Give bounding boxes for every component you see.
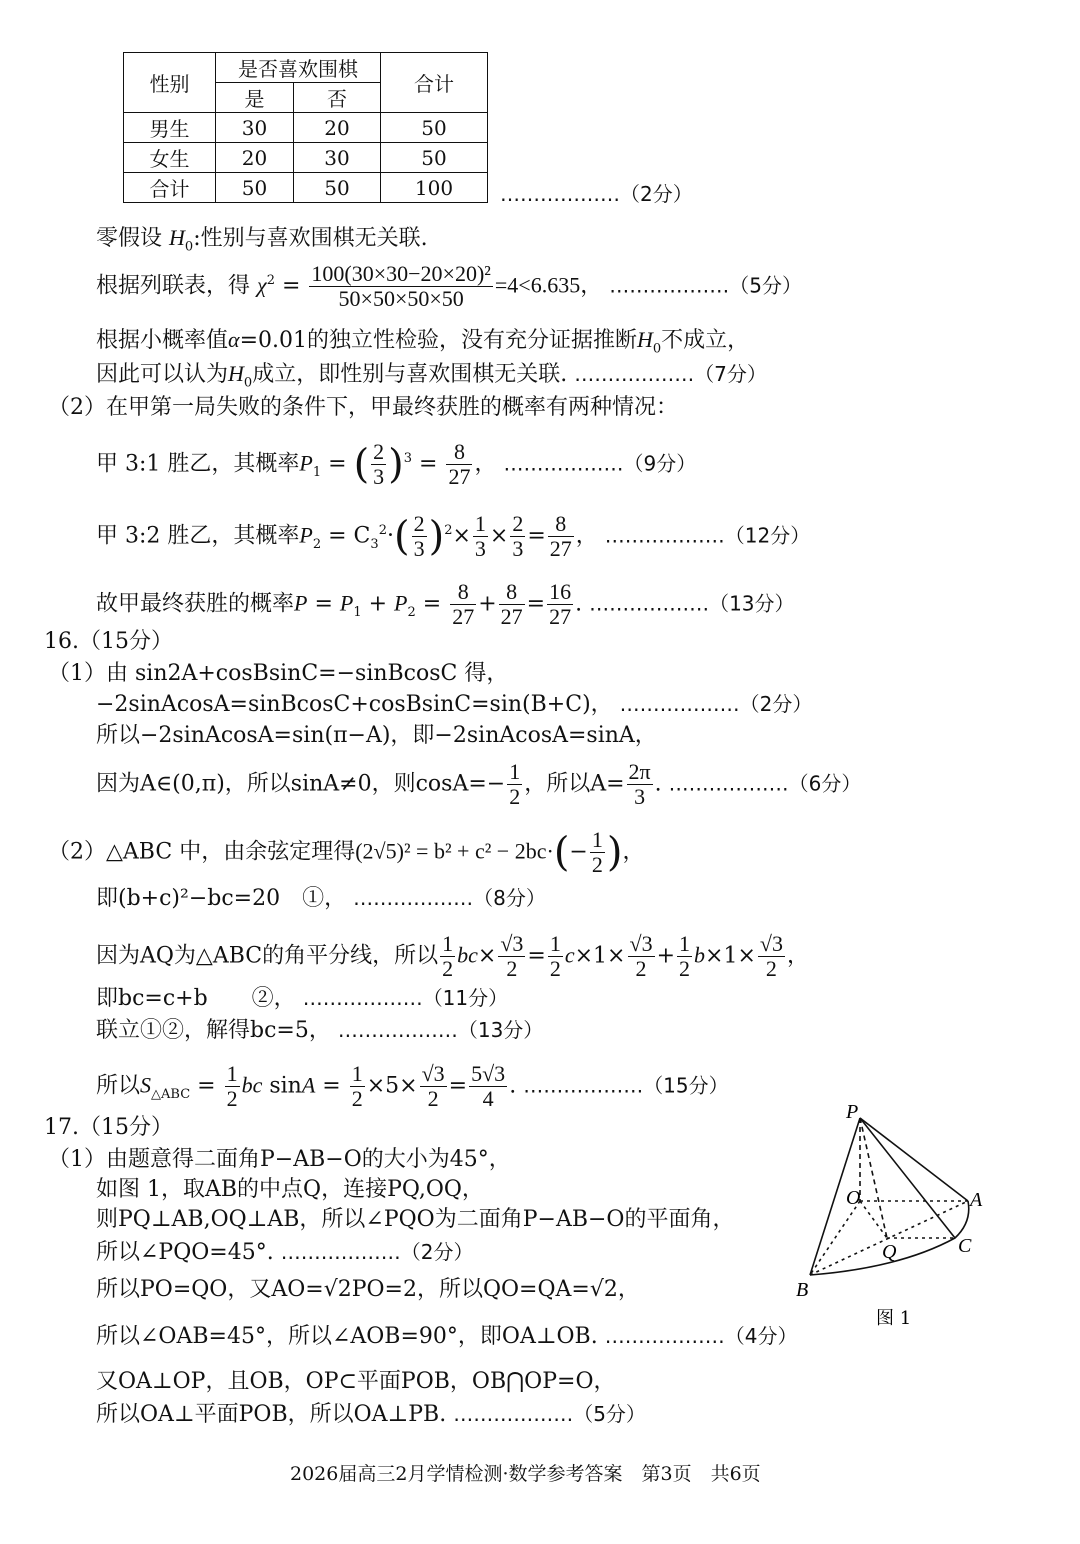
q17-line4: 所以∠PQO=45°. ………………（2分） bbox=[96, 1240, 474, 1265]
q17-line1: （1）由题意得二面角P−AB−O的大小为45°， bbox=[48, 1147, 511, 1172]
q16-line1: （1）由 sin2A+cosBsinC=−sinBcosC 得， bbox=[48, 661, 509, 686]
q17-line6: 所以∠OAB=45°，所以∠AOB=90°，即OA⊥OB. ………………（4分） bbox=[96, 1324, 798, 1349]
label-P: P bbox=[846, 1101, 859, 1123]
q16-line5: （2）△ABC 中，由余弦定理得(2√5)² = b² + c² − 2bc·(− $\frac{1}{2}$ )， bbox=[48, 827, 645, 877]
figure-caption: 图 1 bbox=[876, 1308, 912, 1328]
q17-line7: 又OA⊥OP，且OB，OP⊂平面POB，OB⋂OP=O， bbox=[96, 1369, 616, 1394]
q16-line4: 因为A∈(0,π)，所以sinA≠0，则cosA=− $\frac{1}{2}$ ，所以A= $\frac{2\pi}{3}$ . ………………（6分） bbox=[96, 759, 862, 809]
chi-fraction: $\frac{\text{100(30×30−20×20)²}}{50\times 50\times 50\times 50}$ bbox=[311, 261, 491, 311]
q16-title: 16.（15分） bbox=[44, 629, 173, 654]
q17-line2: 如图 1，取AB的中点Q，连接PQ,OQ， bbox=[96, 1177, 484, 1202]
label-A: A bbox=[970, 1189, 983, 1211]
independence-test: 根据小概率值α=0.01的独立性检验，没有充分证据推断$H_0$不成立， bbox=[96, 327, 750, 357]
chi-square-line: 根据列联表，得 $\chi^2$ = $\frac{\text{100(30×30−20×20)²}}{50\times 50\times 50\times 50}$ =4<6.635， ………………（5分） bbox=[96, 261, 802, 311]
q16-line7: 因为AQ为△ABC的角平分线，所以 $\frac{1}{2}$ bc× $\frac{√3}{2}$ = $\frac{1}{2}$ c×1× $\frac{√3}{2}$ + $\frac{1}{2}$ b×1× $\frac{√3}{2}$ ， bbox=[96, 931, 809, 981]
table-row: 合计 50 50 100 bbox=[124, 173, 488, 203]
page-footer: 2026届高三2月学情检测·数学参考答案 第3页 共6页 bbox=[290, 1463, 761, 1485]
conclusion-line: 因此可以认为$H_0$成立，即性别与喜欢围棋无关联. ………………（7分） bbox=[96, 361, 767, 391]
part2-intro: （2）在甲第一局失败的条件下，甲最终获胜的概率有两种情况： bbox=[48, 395, 678, 420]
q16-line2: −2sinAcosA=sinBcosC+cosBsinC=sin(B+C)， ………………（2分） bbox=[96, 692, 813, 717]
label-O: O bbox=[846, 1187, 861, 1209]
label-Q: Q bbox=[882, 1241, 897, 1263]
header-like-go: 是否喜欢围棋 bbox=[216, 53, 381, 83]
case-3-2: 甲 3:2 胜乙，其概率$P_2 = C_3^2\cdot$( $\frac{2}{3}$ )$^2$× $\frac{1}{3}$ × $\frac{2}{3}$ = $\frac{8}{27}$ ， ………………（12分） bbox=[96, 511, 811, 561]
q17-line8: 所以OA⊥平面POB，所以OA⊥PB. ………………（5分） bbox=[96, 1402, 646, 1427]
table-score: ………………（2分） bbox=[500, 182, 693, 206]
figure-1-cone bbox=[790, 1098, 1000, 1328]
case-3-1: 甲 3:1 胜乙，其概率$P_1$ = ( $\frac{2}{3}$ )$^3$ = $\frac{8}{27}$ ， ………………（9分） bbox=[96, 439, 697, 489]
table-row: 女生 20 30 50 bbox=[124, 143, 488, 173]
header-yes: 是 bbox=[216, 83, 294, 113]
label-C: C bbox=[958, 1235, 972, 1257]
label-B: B bbox=[796, 1279, 809, 1301]
q16-line10: 所以$S_{\triangle ABC}$ = $\frac{1}{2}$ bc sinA = $\frac{1}{2}$ ×5× $\frac{√3}{2}$ = $\frac{5√3}{4}$ . ………………（15分） bbox=[96, 1061, 729, 1111]
null-hypothesis: 零假设 $H_0$:性别与喜欢围棋无关联. bbox=[96, 225, 428, 255]
q17-line5: 所以PO=QO，又AO=√2PO=2，所以QO=QA=√2， bbox=[96, 1277, 640, 1302]
q17-title: 17.（15分） bbox=[44, 1115, 173, 1140]
q16-line8: 即bc=c+b ②， ………………（11分） bbox=[96, 986, 509, 1011]
q17-line3: 则PQ⊥AB,OQ⊥AB，所以∠PQO为二面角P−AB−O的平面角， bbox=[96, 1207, 735, 1232]
header-no: 否 bbox=[294, 83, 381, 113]
total-probability: 故甲最终获胜的概率$P = P_1 + P_2$ = $\frac{8}{27}$ + $\frac{8}{27}$ = $\frac{16}{27}$ . ………………（13分） bbox=[96, 579, 795, 629]
header-gender: 性别 bbox=[124, 53, 216, 113]
table-row: 男生 30 20 50 bbox=[124, 113, 488, 143]
q16-line3: 所以−2sinAcosA=sin(π−A)，即−2sinAcosA=sinA， bbox=[96, 723, 657, 748]
header-total: 合计 bbox=[381, 53, 488, 113]
q16-line6: 即(b+c)²−bc=20 ①， ………………（8分） bbox=[96, 886, 546, 911]
q16-line9: 联立①②，解得bc=5， ………………（13分） bbox=[96, 1018, 544, 1043]
contingency-table bbox=[123, 52, 488, 203]
